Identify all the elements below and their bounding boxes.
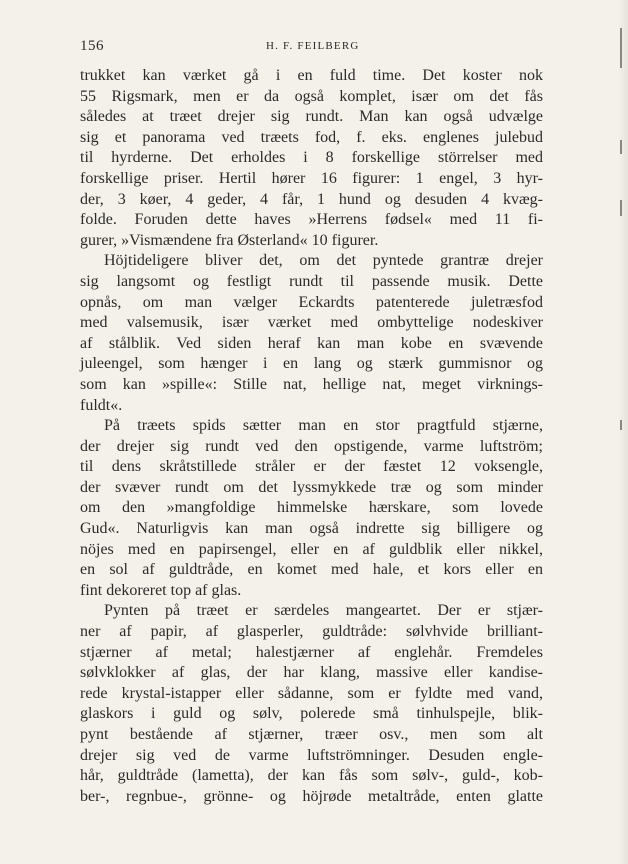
page-edge-mark — [620, 200, 622, 216]
text-line: der svæver rundt om det lyssmykkede træ og som minder — [80, 478, 543, 496]
running-title: H. F. FEILBERG — [266, 40, 360, 52]
text-line: der, 3 køer, 4 geder, 4 får, 1 hund og desuden 4 kvæg- — [80, 190, 543, 208]
text-line: sølvklokker af glas, der har klang, massive eller kandise- — [80, 664, 543, 682]
text-line: stjærner af metal; halestjærner af englehår. Fremdeles — [80, 643, 543, 661]
text-line: Pynten på træet er særdeles mangeartet. Der er stjær- — [104, 602, 543, 620]
text-line: drejer sig ved de varme luftströmninger. Desuden engle- — [80, 746, 543, 764]
text-line: der drejer sig rundt ved den opstigende, varme luftström; — [80, 437, 543, 455]
running-head — [80, 38, 543, 56]
page-number: 156 — [80, 38, 104, 54]
text-line: pynt bestående af stjærner, træer osv., men som alt — [80, 726, 543, 743]
text-line: således at træet drejer sig rundt. Man kan også udvælge — [80, 108, 543, 126]
text-line: 55 Rigsmark, men er da også komplet, især om det fås — [80, 87, 543, 105]
text-line: ber-, regnbue-, grönne- og höjrøde metaltråde, enten glatte — [80, 787, 543, 805]
page-edge-shadow — [618, 0, 628, 864]
text-line: sig et panorama ved træets fod, f. eks. englenes julebud — [80, 128, 543, 146]
page-edge-mark — [620, 28, 622, 68]
text-line: Höjtideligere bliver det, om det pyntede grantræ drejer — [104, 252, 543, 270]
text-line: af stålblik. Ved siden heraf kan man kobe en svævende — [80, 334, 543, 352]
text-line: til hyrderne. Det erholdes i 8 forskellige störrelser med — [80, 149, 543, 167]
text-line: trukket kan værket gå i en fuld time. Det koster nok — [80, 67, 543, 84]
text-line: opnås, om man vælger Eckardts patenterede juletræsfod — [80, 293, 543, 311]
text-line: På træets spids sætter man en stor pragtfuld stjærne, — [104, 417, 543, 435]
text-line: en sol af guldtråde, en komet med hale, et kors eller en — [80, 561, 543, 579]
text-line: hår, guldtråde (lametta), der kan fås som sølv-, guld-, kob- — [80, 767, 543, 785]
text-line: sig langsomt og festligt rundt til passende musik. Dette — [80, 272, 543, 290]
page-edge-mark — [620, 140, 622, 154]
text-line: fint dekoreret top af glas. — [80, 581, 242, 599]
text-line: glaskors i guld og sølv, polerede små tinhulspejle, blik- — [80, 705, 543, 723]
text-line: juleengel, som hænger i en lang og stærk gummisnor og — [80, 355, 543, 373]
body-text — [80, 66, 543, 807]
text-line: ner af papir, af glasperler, guldtråde: sølvhvide brilliant- — [80, 623, 543, 641]
text-line: rede krystal-istapper eller sådanne, som er fyldte med vand, — [80, 684, 543, 702]
text-line: til dens skråtstillede stråler er der fæstet 12 voksengle, — [80, 458, 543, 476]
text-line: forskellige priser. Hertil hører 16 figurer: 1 engel, 3 hyr- — [80, 169, 543, 187]
text-line: nöjes med en papirsengel, eller en af guldblik eller nikkel, — [80, 540, 543, 558]
text-line: fuldt«. — [80, 396, 123, 414]
page-edge-mark — [620, 420, 622, 430]
text-line: med valsemusik, især værket med ombyttelige nodeskiver — [80, 314, 543, 332]
text-line: om den »mangfoldige himmelske hærskare, som lovede — [80, 499, 543, 517]
text-line: Gud«. Naturligvis kan man også indrette sig billigere og — [80, 520, 543, 538]
text-line: folde. Foruden dette haves »Herrens fødsel« med 11 fi- — [80, 211, 543, 229]
text-line: gurer, »Vismændene fra Østerland« 10 figurer. — [80, 231, 379, 249]
text-line: som kan »spille«: Stille nat, hellige nat, meget virknings- — [80, 375, 543, 393]
